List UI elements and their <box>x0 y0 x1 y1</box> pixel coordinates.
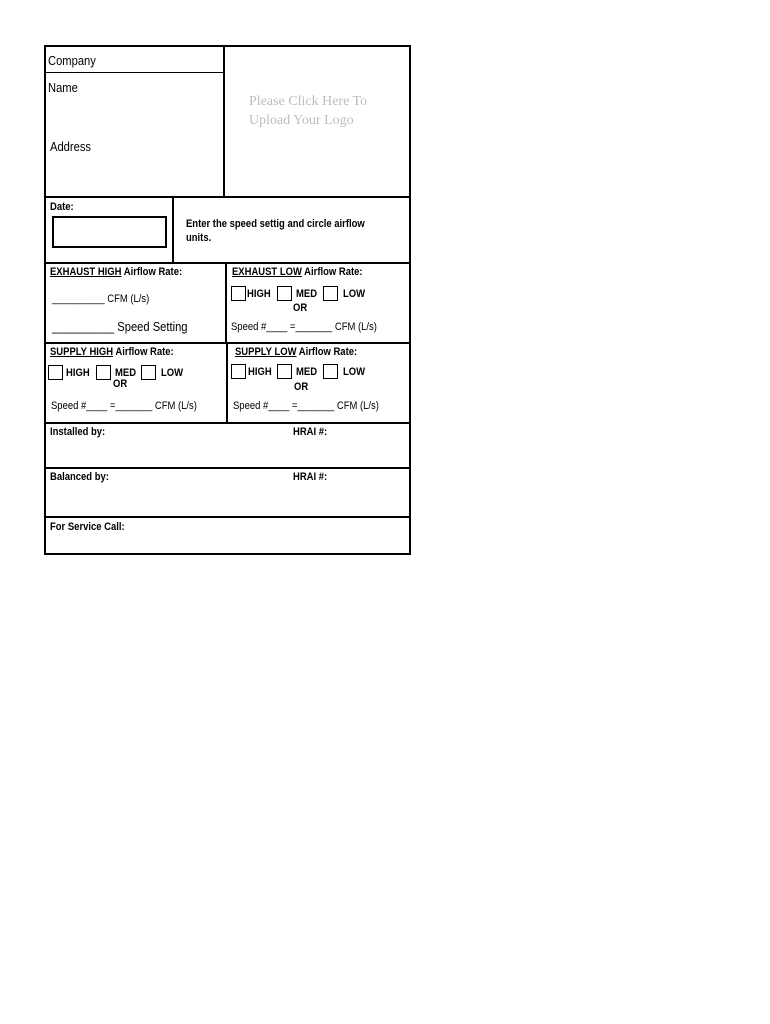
supply-high-low-label: LOW <box>161 367 184 379</box>
exhaust-high-suffix: Airflow Rate: <box>121 266 183 278</box>
date-divider <box>172 197 174 263</box>
supply-high-high-label: HIGH <box>66 367 90 379</box>
balanced-hrai-label[interactable]: HRAI #: <box>293 471 328 483</box>
supply-high-or-label: OR <box>113 378 128 390</box>
header-divider <box>223 45 225 197</box>
supply-bottom-rule <box>44 422 411 424</box>
supply-low-high-label: HIGH <box>248 366 272 378</box>
date-bottom-rule <box>44 262 411 264</box>
exhaust-low-heading <box>232 266 363 278</box>
supply-high-title: SUPPLY HIGH <box>50 346 114 358</box>
exhaust-low-high-checkbox[interactable] <box>231 286 246 301</box>
installed-bottom-rule <box>44 467 411 469</box>
supply-high-med-label: MED <box>115 367 137 379</box>
company-underline <box>44 72 224 73</box>
service-call-label[interactable]: For Service Call: <box>50 521 125 533</box>
supply-low-or-label: OR <box>294 381 309 393</box>
exhaust-low-low-checkbox[interactable] <box>323 286 338 301</box>
speed-instruction <box>186 217 384 245</box>
balanced-by-label[interactable]: Balanced by: <box>50 471 109 483</box>
name-field-label[interactable]: Name <box>48 80 78 95</box>
supply-low-title: SUPPLY LOW <box>235 346 297 358</box>
exhaust-low-speed-line[interactable]: Speed #____ =_______ CFM (L/s) <box>231 321 377 333</box>
exhaust-high-heading <box>50 266 182 278</box>
installed-by-label[interactable]: Installed by: <box>50 426 106 438</box>
supply-high-high-checkbox[interactable] <box>48 365 63 380</box>
exhaust-low-or-label: OR <box>293 302 308 314</box>
exhaust-low-high-label: HIGH <box>247 288 271 300</box>
exhaust-low-med-checkbox[interactable] <box>277 286 292 301</box>
supply-high-heading <box>50 346 174 358</box>
supply-high-speed-line[interactable]: Speed #____ =_______ CFM (L/s) <box>51 400 197 412</box>
exhaust-divider <box>225 263 227 343</box>
supply-low-heading <box>235 346 357 358</box>
exhaust-high-title: EXHAUST HIGH <box>50 266 122 278</box>
supply-low-low-checkbox[interactable] <box>323 364 338 379</box>
date-input[interactable] <box>52 216 167 248</box>
supply-low-med-checkbox[interactable] <box>277 364 292 379</box>
exhaust-high-cfm[interactable]: __________ CFM (L/s) <box>52 293 150 305</box>
supply-low-low-label: LOW <box>343 366 366 378</box>
supply-high-suffix: Airflow Rate: <box>113 346 174 358</box>
speed-instruction-text: Enter the speed settig and circle airflow units. <box>186 218 365 244</box>
form-border-top <box>44 45 411 47</box>
exhaust-low-med-label: MED <box>296 288 318 300</box>
balanced-bottom-rule <box>44 516 411 518</box>
form-border-bottom <box>44 553 411 555</box>
form-border-right <box>409 45 411 555</box>
supply-low-high-checkbox[interactable] <box>231 364 246 379</box>
logo-upload-area[interactable]: Please Click Here To Upload Your Logo <box>249 94 368 128</box>
company-field-label[interactable]: Company <box>48 53 96 68</box>
supply-high-low-checkbox[interactable] <box>141 365 156 380</box>
exhaust-low-suffix: Airflow Rate: <box>301 266 363 278</box>
header-bottom-rule <box>44 196 411 198</box>
supply-low-med-label: MED <box>296 366 318 378</box>
supply-high-med-checkbox[interactable] <box>96 365 111 380</box>
address-field-label[interactable]: Address <box>50 139 92 154</box>
exhaust-high-speed-setting[interactable]: __________ Speed Setting <box>52 319 188 334</box>
supply-low-speed-line[interactable]: Speed #____ =_______ CFM (L/s) <box>233 400 379 412</box>
ventilation-record-form <box>44 45 411 555</box>
date-label: Date: <box>50 201 74 213</box>
supply-divider <box>226 343 228 423</box>
installed-hrai-label[interactable]: HRAI #: <box>293 426 328 438</box>
exhaust-low-title: EXHAUST LOW <box>232 266 302 278</box>
supply-low-suffix: Airflow Rate: <box>296 346 358 358</box>
exhaust-low-low-label: LOW <box>343 288 366 300</box>
form-border-left <box>44 45 46 555</box>
